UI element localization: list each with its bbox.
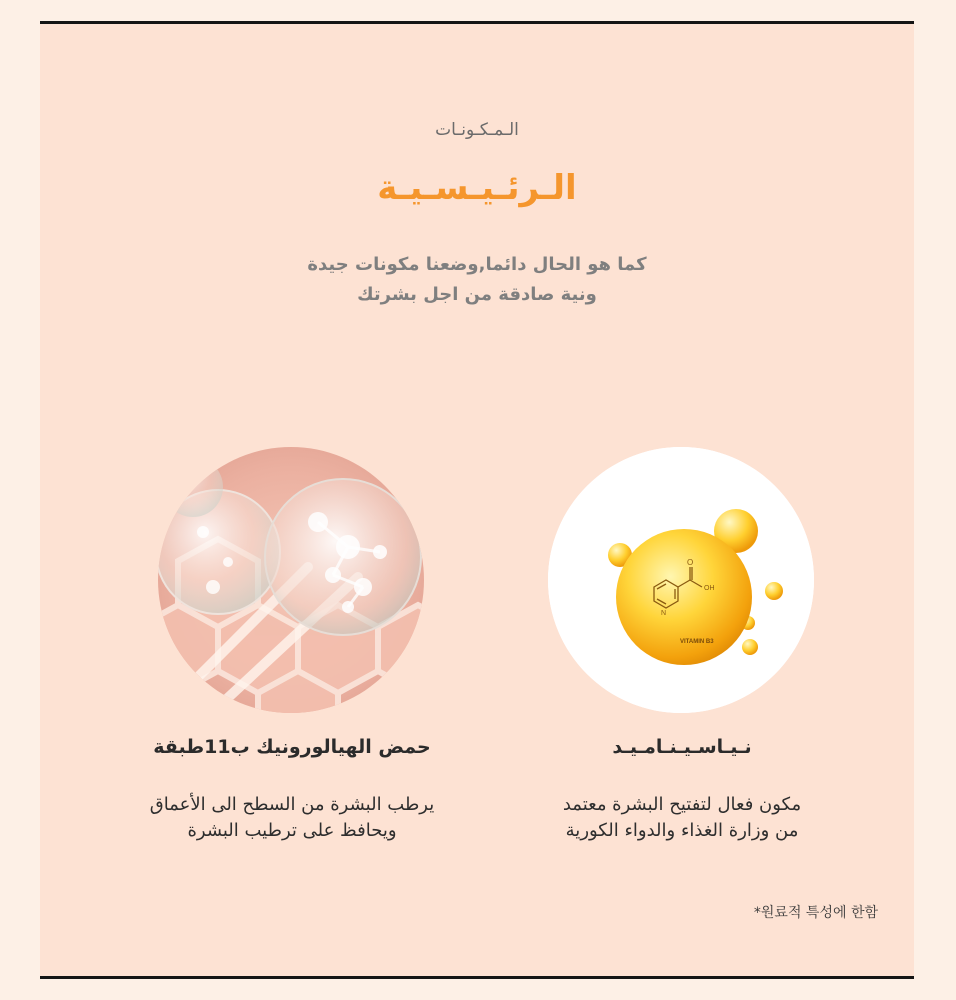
ingredient-desc-hyaluronic: [102, 792, 482, 844]
desc-line-1: مكون فعال لتفتيح البشرة معتمد: [562, 794, 802, 815]
desc-line-1: يرطب البشرة من السطح الى الأعماق: [149, 794, 435, 815]
intro-line-2: ونية صادقة من اجل بشرتك: [357, 284, 597, 305]
section-headline: الـرئـيـسـيـة: [377, 168, 577, 208]
svg-text:O: O: [687, 558, 694, 567]
ingredient-desc-niacinamide: [492, 792, 872, 844]
intro-line-1: كما هو الحال دائما,وضعنا مكونات جيدة: [307, 254, 647, 275]
ingredient-name-hyaluronic: حمض الهيالورونيك ب11طبقة: [153, 736, 431, 758]
ingredient-name-niacinamide: نـيـاسـيـنـامـيـد: [612, 736, 752, 758]
vitamin-b3-caption: VITAMIN B3: [680, 639, 714, 645]
desc-line-2: ويحافظ على ترطيب البشرة: [187, 820, 397, 841]
ingredients-panel: [40, 21, 914, 979]
section-intro: [40, 250, 914, 310]
footnote: *원료적 특성에 한함: [753, 905, 878, 921]
vitamin-b3-molecule-icon: [548, 447, 814, 713]
hyaluronic-droplets-icon: [158, 447, 424, 713]
oh-label: OH: [704, 585, 715, 592]
section-eyebrow: الـمـكـونـات: [435, 120, 519, 140]
desc-line-2: من وزارة الغذاء والدواء الكورية: [565, 820, 799, 841]
svg-text:N: N: [661, 610, 667, 617]
